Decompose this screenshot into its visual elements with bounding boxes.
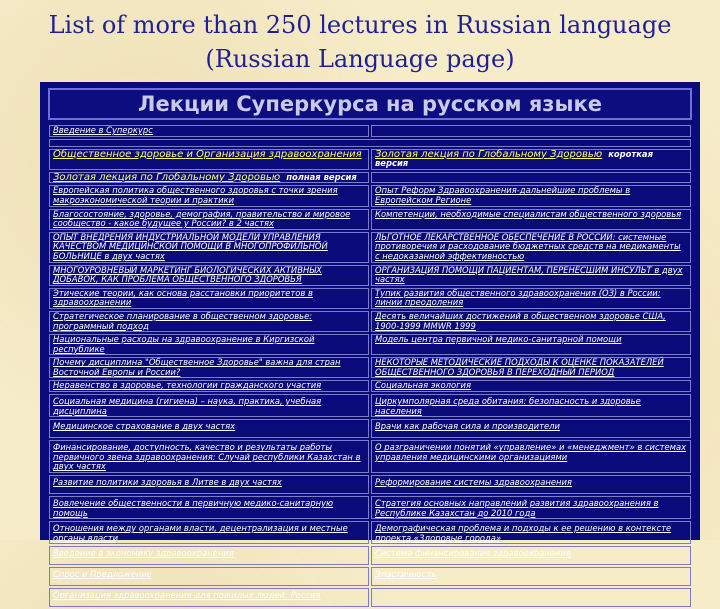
- table-row: [49, 475, 691, 494]
- table-row: [49, 357, 691, 378]
- lecture-link[interactable]: ОПЫТ ВНЕДРЕНИЯ ИНДУСТРИАЛЬНОЙ МОДЕЛИ УПРАВЛЕНИЯ КАЧЕСТВОМ МЕДИЦИНСКОЙ ПОМОЩИ В МНОГОПРОФИЛЬНОЙ БОЛЬНИЦЕ в двух частях: [53, 231, 328, 261]
- lecture-cell-right: [371, 172, 691, 184]
- lecture-cell-left: [49, 288, 369, 309]
- lecture-cell-left: [49, 209, 369, 230]
- lecture-cell-left: [49, 588, 369, 607]
- table-row: [49, 521, 691, 544]
- lecture-cell-left: [49, 496, 369, 519]
- lecture-link[interactable]: Благосостояние, здоровье, демография, правительство и мировое сообщество - какое будущее у России? в 2 частях: [53, 208, 351, 229]
- lecture-list-screenshot: [40, 82, 700, 601]
- lecture-cell-left: [49, 311, 369, 332]
- table-row: [49, 546, 691, 565]
- lecture-cell-left: [49, 440, 369, 473]
- lecture-link[interactable]: Почему дисциплина "Общественное Здоровье" важна для стран Восточной Европы и России?: [53, 357, 341, 377]
- lecture-cell-left: [49, 125, 369, 137]
- lecture-cell-right: [371, 265, 691, 286]
- lecture-cell-left: [49, 149, 369, 170]
- lecture-cell-right: [371, 496, 691, 519]
- lecture-cell-left: [49, 521, 369, 544]
- lecture-link[interactable]: Тупик развития общественного здравоохранения (ОЗ) в России: линии преодоления: [375, 287, 661, 308]
- lecture-link[interactable]: Золотая лекция по Глобальному Здоровью: [375, 148, 603, 160]
- table-row: [49, 265, 691, 286]
- lecture-cell-left: [49, 265, 369, 286]
- lecture-link[interactable]: Организация здравоохранения для пожилых людей: Россия: [53, 590, 321, 601]
- lecture-table: [47, 123, 693, 609]
- table-row: [49, 380, 691, 392]
- lecture-cell-right: [371, 311, 691, 332]
- lecture-cell-right: [371, 125, 691, 137]
- lecture-link[interactable]: Отношения между органами власти, децентрализация и местные органы власти: [53, 523, 348, 543]
- lecture-cell-right: [371, 567, 691, 586]
- lecture-cell-right: [371, 380, 691, 392]
- lecture-link[interactable]: Стратегическое планирование в общественном здоровье: программный подход: [53, 310, 313, 331]
- lecture-cell-left: [49, 546, 369, 565]
- lecture-cell-left: [49, 419, 369, 438]
- lecture-cell-right: [371, 588, 691, 607]
- table-row: [49, 288, 691, 309]
- lecture-link[interactable]: МНОГОУРОВНЕВЫЙ МАРКЕТИНГ БИОЛОГИЧЕСКИХ АКТИВНЫХ ДОБАВОК, КАК ПРОБЛЕМА ОБЩЕСТВЕННОГО ЗДОРОВЬЯ: [53, 264, 322, 285]
- lecture-link[interactable]: Неравенство в здоровье, технологии гражданского участия: [53, 380, 322, 391]
- lecture-cell-left: [49, 185, 369, 206]
- lecture-cell-right: [371, 357, 691, 378]
- table-row: [49, 209, 691, 230]
- lecture-link[interactable]: О разграничении понятий «управление» и «менеджмент» в системах управления медицинскими организациями: [375, 442, 687, 462]
- lecture-link[interactable]: ЛЬГОТНОЕ ЛЕКАРСТВЕННОЕ ОБЕСПЕЧЕНИЕ В РОССИИ: системные противоречия и расходование бюджетных средств на медикаменты с недоказанной эффективностью: [375, 231, 681, 261]
- lecture-cell-right: [371, 440, 691, 473]
- lecture-cell-left: [49, 475, 369, 494]
- lecture-cell-right: [371, 185, 691, 206]
- lecture-link[interactable]: Развитие политики здоровья в Литве в двух частях: [53, 477, 282, 488]
- lecture-link[interactable]: Эластичность: [375, 569, 437, 580]
- page-banner: Лекции Суперкурса на русском языке: [48, 88, 692, 120]
- lecture-cell-left: [49, 380, 369, 392]
- lecture-cell-left: [49, 394, 369, 417]
- lecture-cell-left: [49, 567, 369, 586]
- table-row: [49, 394, 691, 417]
- lecture-link[interactable]: ОРГАНИЗАЦИЯ ПОМОЩИ ПАЦИЕНТАМ, ПЕРЕНЕСШИМ ИНСУЛЬТ в двух частях: [375, 264, 683, 285]
- lecture-link[interactable]: Социальная медицина (гигиена) – наука, практика, учебная дисциплина: [53, 396, 322, 416]
- lecture-link[interactable]: Национальные расходы на здравоохранение в Киргизской республике: [53, 334, 315, 354]
- slide-title: [0, 8, 720, 76]
- lecture-cell-right: [371, 475, 691, 494]
- table-row: [49, 496, 691, 519]
- lecture-cell-right: [371, 521, 691, 544]
- lecture-cell-left: [49, 334, 369, 355]
- lecture-cell-right: [371, 149, 691, 170]
- lecture-link[interactable]: Европейская политика общественного здоровья с точки зрения макроэкономической теории и практики: [53, 185, 338, 205]
- lecture-table-body: [49, 125, 691, 607]
- lecture-cell-right: [371, 394, 691, 417]
- table-row: [49, 588, 691, 607]
- table-row: [49, 419, 691, 438]
- lecture-link[interactable]: Десять величайших достижений в общественном здоровье США, 1900-1999 MMWR 1999: [375, 310, 666, 331]
- lecture-cell-right: [371, 419, 691, 438]
- lecture-link[interactable]: Общественное здоровье и Организация здравоохранения: [53, 148, 362, 160]
- lecture-link[interactable]: Демографическая проблема и подходы к ее решению в контексте проекта «Здоровые города»: [375, 523, 672, 543]
- table-row: [49, 125, 691, 137]
- lecture-link[interactable]: Введение в экономику здравоохранения: [53, 548, 234, 559]
- table-row: [49, 149, 691, 170]
- lecture-cell-right: [371, 209, 691, 230]
- lecture-link[interactable]: Этические теории, как основа расстановки приоритетов в здравоохранении: [53, 287, 313, 308]
- lecture-link[interactable]: Модель центра первичной медико-санитарной помощи: [375, 334, 622, 345]
- lecture-version-note: полная версия: [286, 171, 357, 182]
- lecture-link[interactable]: Врачи как рабочая сила и производители: [375, 421, 560, 432]
- slide-title-line-1: List of more than 250 lectures in Russian language: [48, 11, 672, 39]
- lecture-link[interactable]: Вовлечение общественности в первичную медико-санитарную помощь: [53, 498, 334, 518]
- lecture-cell-right: [371, 232, 691, 263]
- table-row: [49, 232, 691, 263]
- lecture-link[interactable]: Введение в Суперкурс: [53, 125, 153, 135]
- lecture-link[interactable]: Спрос и Предложение: [53, 569, 152, 580]
- table-row: [49, 567, 691, 586]
- table-row: [49, 440, 691, 473]
- lecture-link[interactable]: Система финансирования здравоохранения: [375, 548, 571, 559]
- lecture-cell-right: [371, 334, 691, 355]
- lecture-link[interactable]: Компетенции, необходимые специалистам общественного здоровья: [375, 208, 682, 219]
- lecture-link[interactable]: Стратегия основных направлений развития здравоохранения в Республике Казахстан до 2010 года: [375, 498, 659, 518]
- lecture-link[interactable]: Социальная экология: [375, 380, 471, 391]
- table-row: [49, 172, 691, 184]
- table-spacer-cell: [49, 139, 691, 147]
- lecture-link[interactable]: Финансирование, доступность, качество и результаты работы первичного звена здравоохранения: Случай республики Казахстан в двух частях: [53, 442, 361, 472]
- slide-title-line-2: (Russian Language page): [205, 45, 515, 73]
- table-row: [49, 139, 691, 147]
- lecture-link[interactable]: Циркумполярная среда обитания: безопасность и здоровье населения: [375, 396, 641, 416]
- lecture-cell-right: [371, 546, 691, 565]
- lecture-cell-left: [49, 232, 369, 263]
- lecture-version-note: короткая версия: [375, 148, 653, 169]
- lecture-link[interactable]: Опыт Реформ Здравоохранения-дальнейшие проблемы в Европейском Регионе: [375, 185, 631, 205]
- lecture-link[interactable]: НЕКОТОРЫЕ МЕТОДИЧЕСКИЕ ПОДХОДЫ К ОЦЕНКЕ ПОКАЗАТЕЛЕЙ ОБЩЕСТВЕННОГО ЗДОРОВЬЯ В ПЕРЕХОДНЫЙ ПЕРИОД: [375, 357, 664, 377]
- lecture-link[interactable]: Реформирование системы здравоохранения: [375, 477, 572, 488]
- table-row: [49, 311, 691, 332]
- lecture-link[interactable]: Медицинское страхование в двух частях: [53, 421, 236, 432]
- lecture-cell-right: [371, 288, 691, 309]
- lecture-cell-left: [49, 357, 369, 378]
- lecture-link[interactable]: Золотая лекция по Глобальному Здоровью: [53, 171, 281, 183]
- lecture-cell-left: [49, 172, 369, 184]
- table-row: [49, 334, 691, 355]
- table-row: [49, 185, 691, 206]
- lecture-list-page: [48, 88, 692, 609]
